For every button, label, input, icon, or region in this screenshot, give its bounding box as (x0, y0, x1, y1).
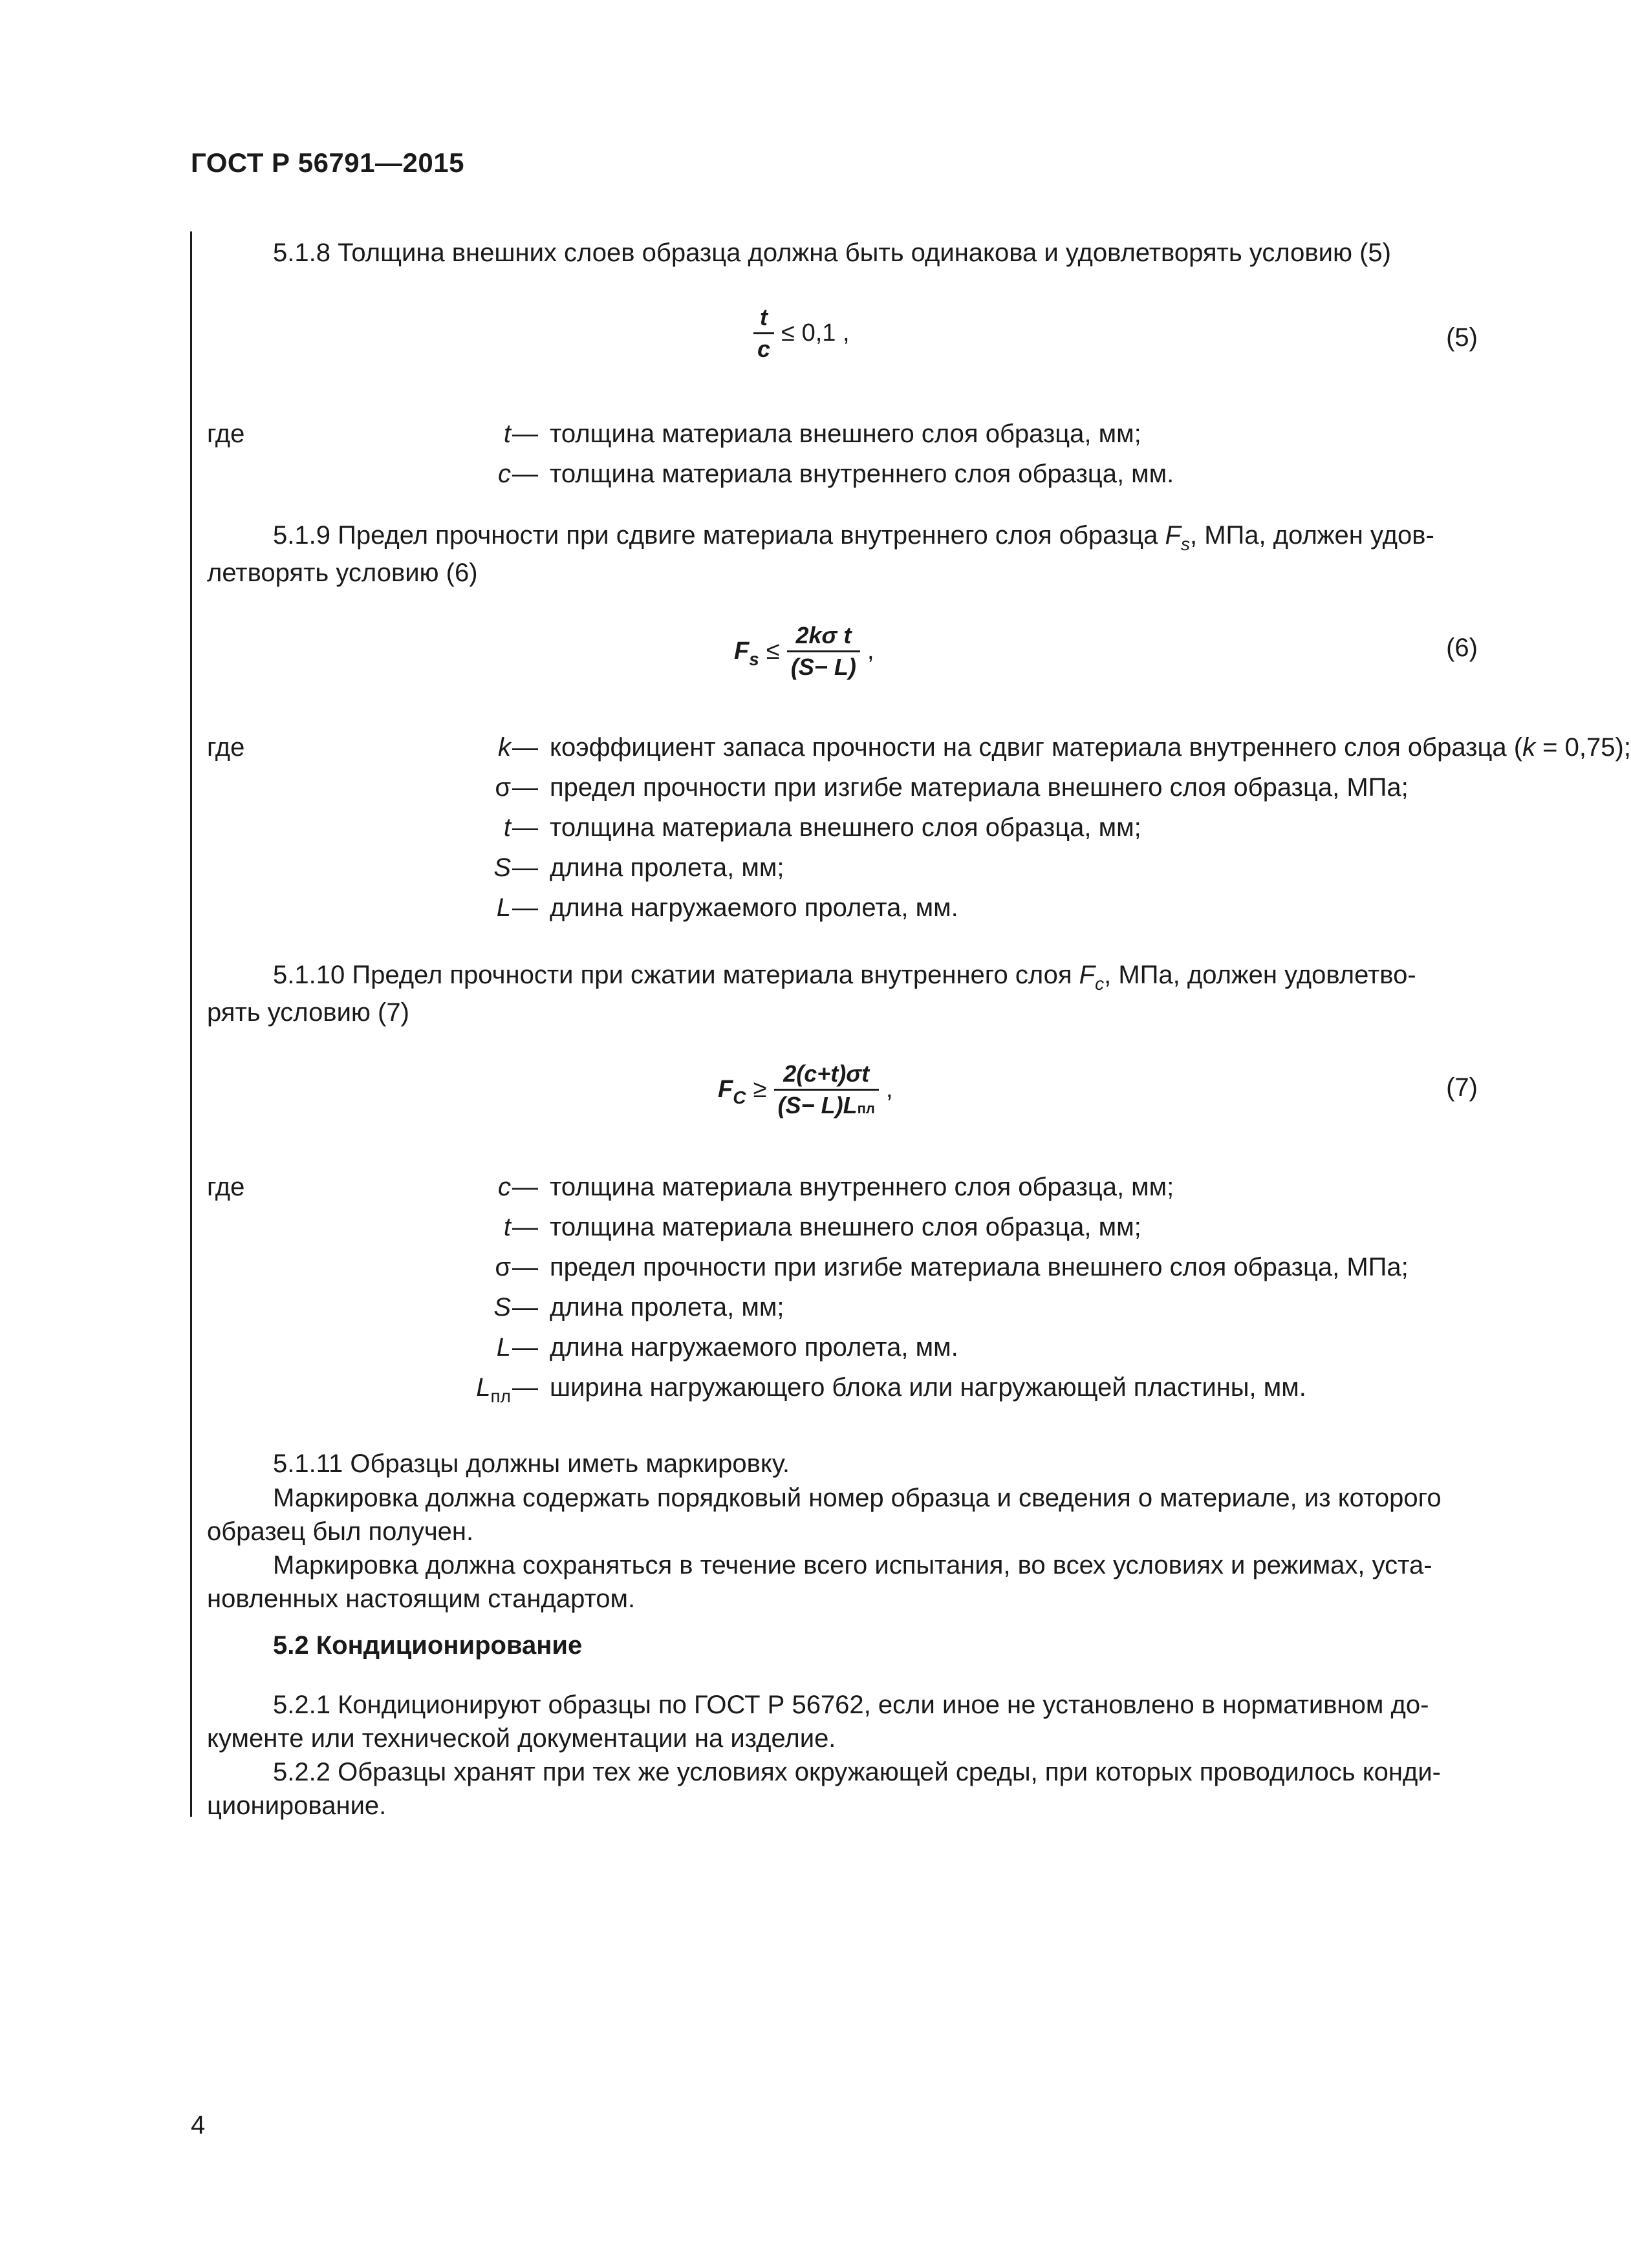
paragraph-5-2-2-line-1: 5.2.2 Образцы хранят при тех же условиях окружающей среды, при которых проводилось конди- (273, 1758, 1441, 1786)
formula-5-relation: ≤ 0,1 , (781, 319, 850, 347)
document-header: ГОСТ Р 56791—2015 (191, 147, 464, 178)
definition-row: S — длина пролета, мм; (493, 1293, 784, 1321)
paragraph-marking-2b: новленных настоящим стандартом. (207, 1585, 636, 1613)
formula-7: $F_C$ ≥ $\frac{2(c+t)\sigma t}{\text{(S− L)Lпл}}$ , (718, 1060, 893, 1118)
definitions-5 (207, 414, 1478, 494)
definition-text: коэффициент запаса прочности на сдвиг материала внутреннего слоя образца (k = 0,75); (550, 733, 1631, 762)
formula-6: $F_s$ ≤ $\frac{\text{2kσ t}}{(S- L)}$ , (734, 622, 874, 680)
definition-row: t — толщина материала внешнего слоя образца, мм; (503, 813, 1141, 842)
definition-symbol: c (498, 460, 511, 488)
definition-dash: — (512, 460, 538, 488)
definition-symbol: t (503, 420, 511, 448)
equation-number-7: (7) (1446, 1073, 1478, 1102)
definition-row: S — длина пролета, мм; (493, 853, 784, 882)
change-bar (190, 231, 192, 1817)
definition-text: толщина материала внутреннего слоя образца, мм. (550, 460, 1174, 488)
formula-7-numerator: 2(c+t)σt (774, 1060, 879, 1091)
definition-text: толщина материала внешнего слоя образца, мм; (550, 420, 1141, 448)
definition-dash: — (512, 420, 538, 448)
where-label: где (207, 733, 245, 762)
paragraph-5-1-9-line-2: летворять условию (6) (207, 559, 478, 587)
formula-6-denominator: (S− L) (790, 654, 856, 680)
paragraph-5-2-1-line-1: 5.2.1 Кондиционируют образцы по ГОСТ Р 56762, если иное не установлено в нормативном до- (273, 1691, 1429, 1719)
paragraph-5-2-2-line-2: ционирование. (207, 1792, 387, 1820)
paragraph-5-1-10-line-2: рять условию (7) (207, 998, 409, 1027)
formula-5 (753, 304, 850, 363)
definitions-7 (207, 1167, 1478, 1407)
section-heading-5-2: 5.2 Кондиционирование (273, 1631, 583, 1660)
paragraph-5-1-9-line-1: 5.1.9 Предел прочности при сдвиге материала внутреннего слоя образца $F_s$, МПа, должен удов- (273, 521, 1434, 554)
definition-row (207, 454, 1478, 494)
definition-row: где k — коэффициент запаса прочности на сдвиг материала внутреннего слоя образца (k = 0,75); (207, 727, 1478, 767)
paragraph-5-1-11: 5.1.11 Образцы должны иметь маркировку. (273, 1450, 790, 1478)
definition-row: $L_{пл}$ — ширина нагружающего блока или нагружающей пластины, мм. (476, 1373, 1306, 1406)
definitions-6 (207, 727, 1631, 928)
formula-6-numerator: 2kσ t (787, 622, 860, 652)
definition-row: где c — толщина материала внутреннего слоя образца, мм; (207, 1167, 1478, 1207)
definition-row: σ — предел прочности при изгибе материала внешнего слоя образца, МПа; (495, 773, 1409, 802)
paragraph-5-2-1-line-2: кументе или технической документации на изделие. (207, 1724, 836, 1753)
definition-row: L — длина нагружаемого пролета, мм. (496, 1333, 958, 1362)
page-number: 4 (191, 2111, 206, 2139)
paragraph-5-1-10-line-1: 5.1.10 Предел прочности при сжатии материала внутреннего слоя $F_c$, МПа, должен удовлетво- (273, 961, 1416, 994)
paragraph-marking-1a: Маркировка должна содержать порядковый номер образца и сведения о материале, из которого (273, 1484, 1442, 1512)
paragraph-marking-2a: Маркировка должна сохраняться в течение всего испытания, во всех условиях и режимах, уста- (273, 1551, 1432, 1579)
equation-number-5: (5) (1446, 323, 1478, 352)
formula-7-denominator: (S− L)Lпл (777, 1092, 875, 1118)
paragraph-5-1-8: 5.1.8 Толщина внешних слоев образца должна быть одинакова и удовлетворять условию (5) (273, 239, 1391, 267)
definition-row: L — длина нагружаемого пролета, мм. (496, 893, 958, 922)
paragraph-marking-1b: образец был получен. (207, 1517, 474, 1546)
formula-5-denominator: c (757, 336, 771, 362)
where-label: где (207, 420, 245, 448)
definition-row (207, 414, 1478, 454)
definition-row: σ — предел прочности при изгибе материала внешнего слоя образца, МПа; (495, 1253, 1409, 1281)
where-label: где (207, 1173, 245, 1201)
equation-number-6: (6) (1446, 634, 1478, 662)
formula-5-numerator: t (753, 304, 774, 334)
definition-row: t — толщина материала внешнего слоя образца, мм; (503, 1213, 1141, 1241)
